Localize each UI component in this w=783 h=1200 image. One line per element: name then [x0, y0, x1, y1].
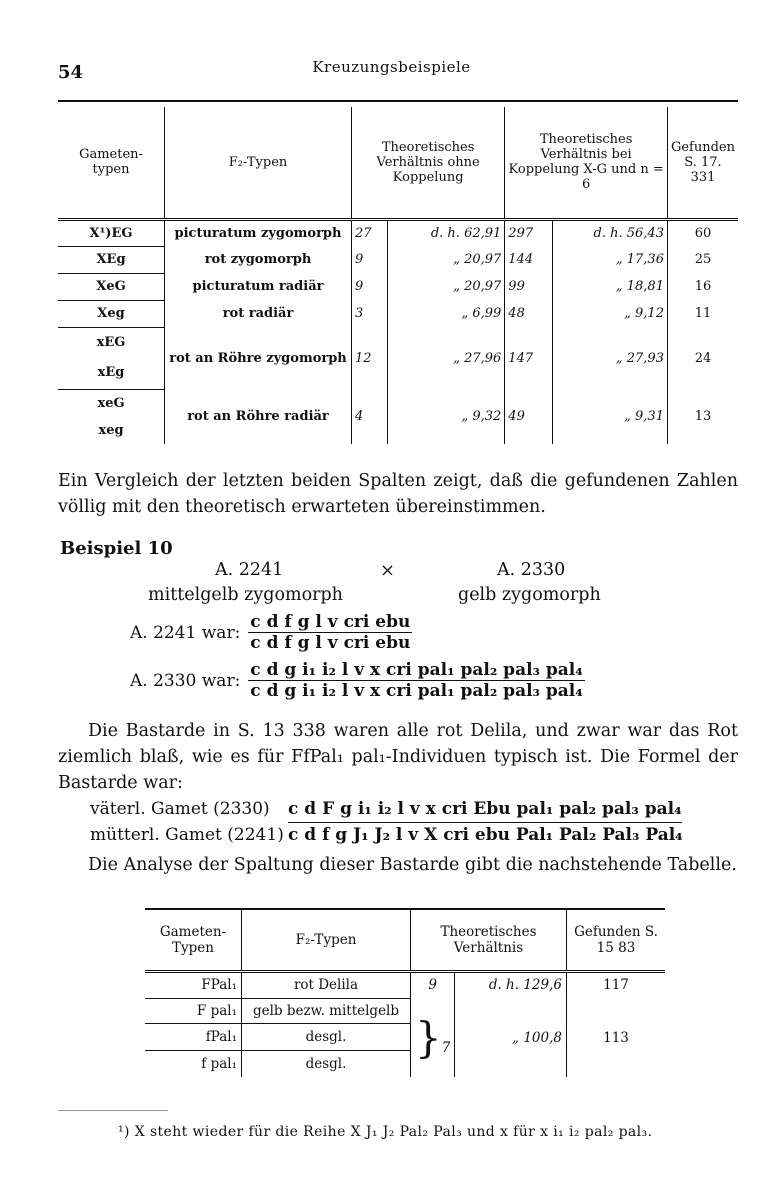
f2-cell: gelb bezw. mittelgelb: [242, 998, 411, 1023]
maternal-gamete: c d f g J₁ J₂ l v X cri ebu Pal₁ Pal₂ Pal₃ Pal₄: [288, 825, 683, 845]
f2-cell: picturatum zygomorph: [165, 219, 352, 246]
ratio-cell: 27: [352, 219, 388, 246]
ratio-cell: 144: [505, 246, 553, 273]
value: 62,91: [464, 225, 502, 241]
gamete-cell: F pal₁: [145, 998, 242, 1023]
section-heading: Beispiel 10: [60, 538, 173, 559]
col-theo-link: Theoretisches Verhältnis bei Koppelung X-G und n = 6: [505, 107, 668, 219]
prefix: „: [624, 408, 631, 424]
found-cell: 24: [667, 327, 738, 389]
left-parent: A. 2241: [215, 560, 284, 580]
formula-label: A. 2330 war:: [130, 670, 241, 691]
prefix: d. h.: [488, 977, 520, 994]
numerator: c d g i₁ i₂ l v x cri pal₁ pal₂ pal₃ pal₄: [250, 660, 583, 680]
col-found: Gefunden S. 15 83: [567, 909, 666, 971]
prefix: „: [461, 306, 469, 321]
col-theo: Theoretisches Verhältnis: [411, 909, 567, 971]
right-description: gelb zygomorph: [458, 585, 601, 605]
value: 9,32: [472, 408, 502, 424]
found-cell: 25: [667, 246, 738, 273]
ratio-cell: 4: [352, 389, 388, 444]
table-row: [58, 219, 738, 246]
paragraph-comparison: Ein Vergleich der letzten beiden Spalten zeigt, daß die gefundenen Zahlen völlig mit den theoretisch erwarteten übereinstimmen.: [58, 471, 738, 517]
value: 9,31: [635, 408, 664, 424]
right-parent: A. 2330: [497, 560, 566, 580]
found-cell: 117: [567, 971, 666, 998]
prefix: d. h.: [430, 225, 460, 241]
ratio-cell: 48: [505, 300, 553, 327]
gamete-cell: f pal₁: [201, 1055, 237, 1072]
table-row: [58, 300, 738, 327]
col-found: Gefunden S. 17. 331: [667, 107, 738, 219]
value: 17,36: [626, 252, 664, 267]
gamete-cell: xeG: [97, 395, 125, 411]
gamete-cell: FPal₁: [145, 971, 242, 998]
f2-cell: rot an Röhre radiär: [165, 389, 352, 444]
table-row: [58, 246, 738, 273]
found-cell: 16: [667, 273, 738, 300]
prefix: „: [624, 306, 631, 321]
ratio-cell: 297: [505, 219, 553, 246]
denominator: c d g i₁ i₂ l v x cri pal₁ pal₂ pal₃ pal₄: [250, 681, 583, 701]
paragraph-analysis: Die Analyse der Spaltung dieser Bastarde gibt die nachstehende Tabelle.: [88, 855, 737, 875]
ratio-cell: 9: [411, 971, 455, 998]
table-row: [58, 273, 738, 300]
gamete-cell: xEG: [96, 335, 126, 350]
genotype-fraction: [248, 660, 584, 701]
prefix: „: [453, 350, 460, 366]
ratio-cell: 9: [352, 273, 388, 300]
formula-label: väterl. Gamet (2330): [90, 799, 270, 819]
running-title: Kreuzungsbeispiele: [312, 58, 471, 76]
prefix: „: [453, 252, 460, 267]
formula-label: mütterl. Gamet (2241): [90, 825, 284, 845]
gamete-cell: X¹)EG: [58, 219, 165, 246]
ratio-cell: 99: [505, 273, 553, 300]
table-row: [145, 971, 665, 998]
found-cell: 113: [567, 998, 666, 1077]
prefix: „: [615, 279, 623, 294]
cross-symbol: ×: [380, 560, 396, 581]
col-f2: F₂-Typen: [165, 107, 352, 219]
left-description: mittelgelb zygomorph: [148, 585, 343, 605]
col-theo-no-link: Theoretisches Verhältnis ohne Koppelung: [352, 107, 505, 219]
paternal-gamete: c d F g i₁ i₂ l v x cri Ebu pal₁ pal₂ pal₃ pal₄: [288, 797, 682, 823]
formula-2241: [130, 612, 412, 653]
value: 27,93: [626, 350, 664, 366]
genotype-fraction: [248, 612, 412, 653]
value: 20,97: [464, 252, 502, 267]
prefix: d. h.: [593, 225, 623, 241]
ratio-cell: 9: [352, 246, 388, 273]
value: 27,96: [464, 350, 502, 366]
f2-cell: rot radiär: [165, 300, 352, 327]
header-rule: [58, 100, 738, 102]
numerator: c d f g l v cri ebu: [250, 612, 411, 632]
f2-cell: desgl.: [242, 1050, 411, 1077]
value: 56,43: [626, 225, 664, 241]
formula-label: A. 2241 war:: [130, 622, 241, 643]
value: 6,99: [472, 306, 502, 321]
footnote-rule: [58, 1110, 168, 1111]
prefix: „: [615, 252, 623, 267]
found-cell: 11: [667, 300, 738, 327]
footnote: ¹) X steht wieder für die Reihe X J₁ J₂ Pal₂ Pal₃ und x für x i₁ i₂ pal₂ pal₃.: [118, 1124, 653, 1140]
col-f2: F₂-Typen: [242, 909, 411, 971]
linkage-table: [58, 107, 738, 444]
value: 129,6: [523, 977, 562, 994]
gamete-cell: XEg: [58, 246, 165, 273]
ratio-cell: 49: [505, 389, 553, 444]
col-gametes: Gameten-Typen: [159, 923, 227, 956]
hybrid-formula: [90, 797, 683, 848]
f2-cell: rot zygomorph: [165, 246, 352, 273]
prefix: „: [615, 350, 623, 366]
prefix: „: [512, 1029, 520, 1046]
table-row: [58, 327, 738, 389]
ratio-cell: 3: [352, 300, 388, 327]
found-cell: 60: [667, 219, 738, 246]
value: 9,12: [635, 306, 664, 321]
value: 100,8: [523, 1029, 562, 1046]
prefix: „: [453, 279, 460, 294]
ratio-cell: 147: [505, 327, 553, 389]
paragraph-bastarde: Die Bastarde in S. 13 338 waren alle rot Delila, und zwar war das Rot ziemlich blaß, wie es für FfPal₁ pal₁-Individuen typisch ist. Die Formel der Bastarde war:: [58, 721, 738, 793]
prefix: „: [461, 408, 469, 424]
f2-cell: rot an Röhre zygomorph: [165, 327, 352, 389]
f2-cell: desgl.: [242, 1023, 411, 1050]
gamete-cell: Xeg: [58, 300, 165, 327]
denominator: c d f g l v cri ebu: [250, 633, 411, 653]
value: 18,81: [626, 279, 664, 294]
col-gametes: Gameten-typen: [79, 147, 143, 178]
f2-cell: picturatum radiär: [165, 273, 352, 300]
segregation-table: [145, 908, 665, 1077]
page-number: 54: [58, 62, 84, 83]
value: 20,97: [464, 279, 502, 294]
gamete-cell: xEg: [97, 365, 125, 380]
gamete-cell: fPal₁: [145, 1023, 242, 1050]
table-row: F pal₁ gelb bezw. mittelgelb }7 „ 100,8 113: [145, 998, 665, 1023]
found-cell: 13: [667, 389, 738, 444]
formula-2330: [130, 660, 585, 701]
gamete-cell: xeg: [98, 422, 124, 438]
gamete-cell: XeG: [58, 273, 165, 300]
ratio-cell: 7: [441, 1040, 451, 1056]
ratio-cell: 12: [352, 327, 388, 389]
f2-cell: rot Delila: [242, 971, 411, 998]
table-row: [58, 389, 738, 444]
